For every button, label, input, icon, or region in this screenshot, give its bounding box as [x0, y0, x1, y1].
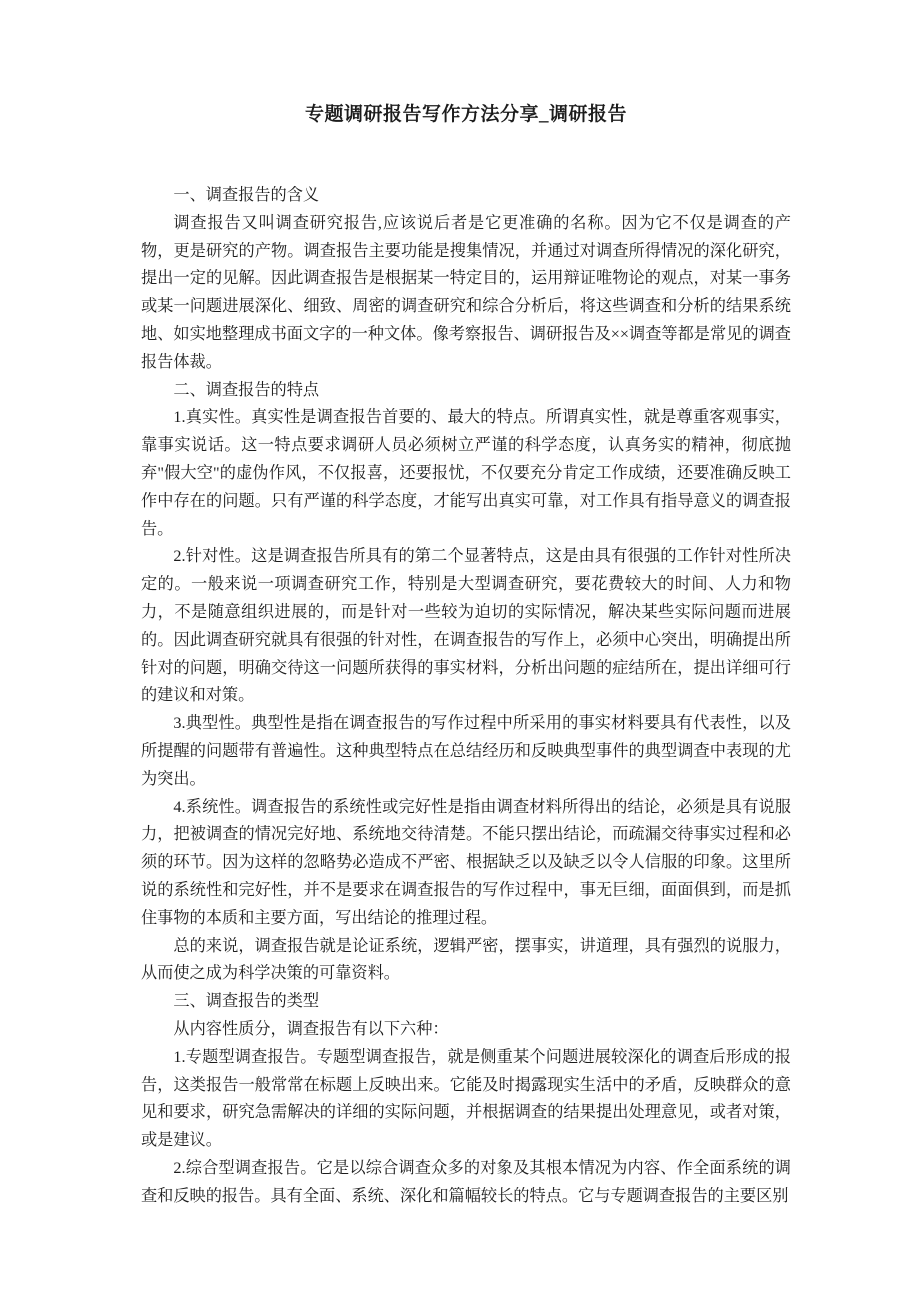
section-heading: 三、调查报告的类型 [173, 992, 320, 1011]
document-title: 专题调研报告写作方法分享_调研报告 [304, 104, 627, 125]
paragraph: 调查报告又叫调查研究报告,应该说后者是它更准确的名称。因为它不仅是调查的产物，更是研究的产物。调查报告主要功能是搜集情况，并通过对调查所得情况的深化研究，提出一定的见解。因此调查报告是根据某一特定目的，运用辩证唯物论的观点，对某一事务或某一问题进展深化、细致、周密的调查研究和综合分析后，将这些调查和分析的结果系统地、如实地整理成书面文字的一种文体。像考察报告、调研报告及××调查等都是常见的调查报告体裁。 [141, 213, 791, 371]
paragraph: 2.综合型调查报告。它是以综合调查众多的对象及其根本情况为内容、作全面系统的调查和反映的报告。具有全面、系统、深化和篇幅较长的特点。它与专题调查报告的主要区别 [141, 1158, 791, 1205]
paragraph: 从内容性质分，调查报告有以下六种： [173, 1019, 449, 1038]
document-body [141, 182, 791, 1210]
paragraph: 3.典型性。典型性是指在调查报告的写作过程中所采用的事实材料要具有代表性，以及所提醒的问题带有普遍性。这种典型特点在总结经历和反映典型事件的典型调查中表现的尤为突出。 [141, 714, 791, 788]
section-heading: 二、调查报告的特点 [173, 380, 320, 399]
paragraph: 2.针对性。这是调查报告所具有的第二个显著特点，这是由具有很强的工作针对性所决定的。一般来说一项调查研究工作，特别是大型调查研究，要花费较大的时间、人力和物力，不是随意组织进展的，而是针对一些较为迫切的实际情况，解决某些实际问题而进展的。因此调查研究就具有很强的针对性，在调查报告的写作上，必须中心突出，明确提出所针对的问题，明确交待这一问题所获得的事实材料，分析出问题的症结所在，提出详细可行的建议和对策。 [141, 547, 791, 705]
paragraph: 4.系统性。调查报告的系统性或完好性是指由调查材料所得出的结论，必须是具有说服力，把被调查的情况完好地、系统地交待清楚。不能只摆出结论，而疏漏交待事实过程和必须的环节。因为这样的忽略势必造成不严密、根据缺乏以及缺乏以令人信服的印象。这里所说的系统性和完好性，并不是要求在调查报告的写作过程中，事无巨细，面面俱到，而是抓住事物的本质和主要方面，写出结论的推理过程。 [141, 797, 791, 927]
paragraph: 1.真实性。真实性是调查报告首要的、最大的特点。所谓真实性，就是尊重客观事实，靠事实说话。这一特点要求调研人员必须树立严谨的科学态度，认真务实的精神，彻底抛弃"假大空"的虚伪作风，不仅报喜，还要报忧，不仅要充分肯定工作成绩，还要准确反映工作中存在的问题。只有严谨的科学态度，才能写出真实可靠，对工作具有指导意义的调查报告。 [141, 408, 791, 538]
paragraph: 1.专题型调查报告。专题型调查报告，就是侧重某个问题进展较深化的调查后形成的报告，这类报告一般常常在标题上反映出来。它能及时揭露现实生活中的矛盾，反映群众的意见和要求，研究急需解决的详细的实际问题，并根据调查的结果提出处理意见，或者对策，或是建议。 [141, 1047, 791, 1150]
section-heading: 一、调查报告的含义 [173, 186, 320, 204]
paragraph: 总的来说，调查报告就是论证系统，逻辑严密，摆事实，讲道理，具有强烈的说服力，从而使之成为科学决策的可靠资料。 [141, 936, 791, 983]
